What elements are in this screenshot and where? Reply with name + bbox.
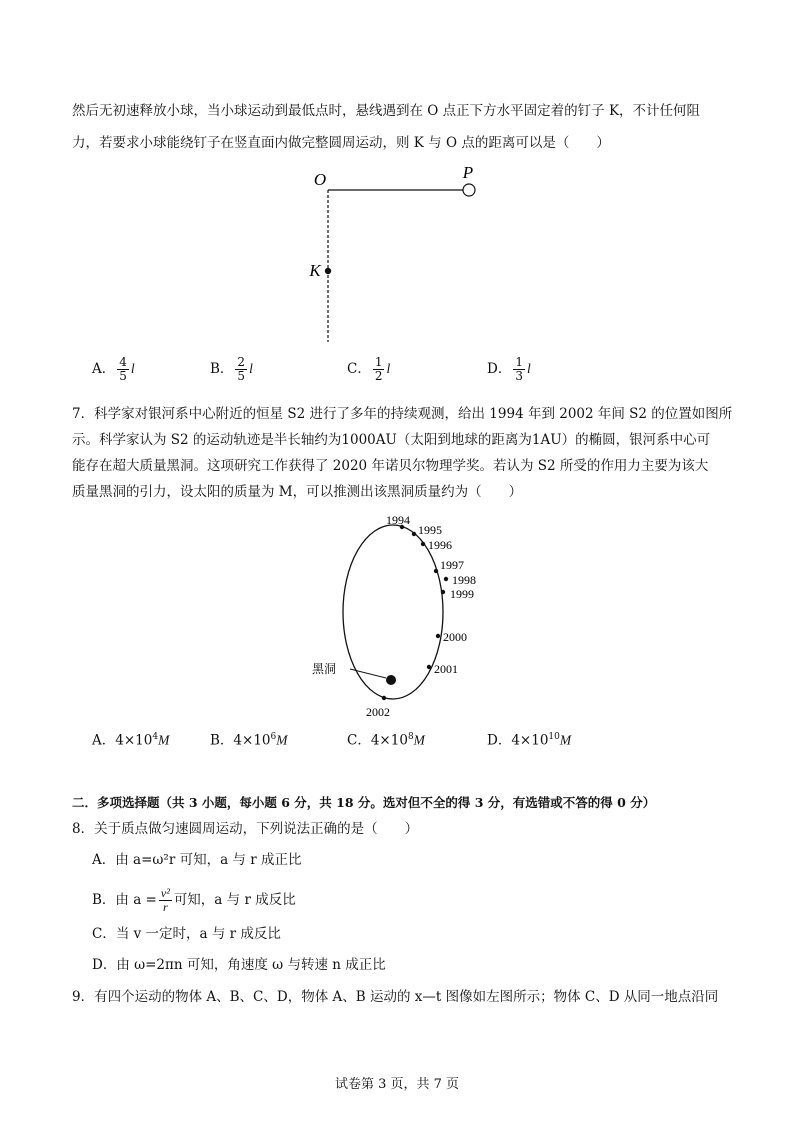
q6-option-b-num: 2: [237, 355, 246, 369]
q7-option-b-letter: B．: [210, 732, 234, 749]
q7-option-a[interactable]: [92, 727, 169, 751]
orbit-point-2001: [427, 665, 431, 669]
q6-option-d-letter: D．: [487, 361, 512, 377]
q6-option-d-var: l: [526, 361, 531, 376]
q6-line-1: 然后无初速释放小球，当小球运动到最低点时，悬线遇到在 O 点正下方水平固定着的钉子 K，不计任何阻: [72, 103, 701, 119]
q7-line-1: 7．科学家对银河系中心附近的恒星 S2 进行了多年的持续观测，给出 1994 年到 2002 年间 S2 的位置如图所: [72, 406, 733, 422]
q7-option-a-unit: M: [158, 732, 170, 748]
year-label-1999: 1999: [450, 587, 474, 601]
label-o: O: [313, 170, 327, 189]
q7-option-d[interactable]: [487, 727, 571, 751]
q7-option-a-base: 4×10: [115, 732, 153, 749]
q6-option-a-den: 5: [119, 369, 127, 383]
orbit-point-1996: [421, 542, 425, 546]
q8-option-b[interactable]: [92, 887, 296, 914]
year-label-1997: 1997: [440, 558, 464, 572]
q7-option-a-exp: 4: [152, 732, 159, 742]
q8-stem: 8．关于质点做匀速圆周运动，下列说法正确的是（ ）: [72, 821, 419, 837]
black-hole-label: 黑洞: [312, 662, 337, 676]
q6-option-a-var: l: [130, 361, 135, 376]
q6-line-2: 力，若要求小球能绕钉子在竖直面内做完整圆周运动，则 K 与 O 点的距离可以是（ ）: [72, 135, 610, 151]
q7-option-a-letter: A．: [92, 732, 116, 749]
nail-k: [325, 268, 331, 274]
q7-option-c-letter: C．: [347, 732, 371, 749]
q6-option-d[interactable]: [487, 356, 531, 383]
q6-option-c-var: l: [386, 361, 391, 376]
q7-option-c-exp: 8: [407, 732, 414, 742]
q6-option-a-num: 4: [119, 355, 127, 369]
q6-option-d-num: 1: [515, 355, 523, 369]
q6-option-b[interactable]: [210, 356, 253, 383]
q7-option-b-unit: M: [276, 732, 288, 748]
q8-option-d[interactable]: D．由 ω=2πn 可知，角速度 ω 与转速 n 成正比: [92, 957, 386, 973]
q7-option-d-exp: 10: [548, 732, 560, 742]
year-label-2002: 2002: [366, 705, 390, 719]
q8-option-b-suffix: 可知，a 与 r 成反比: [173, 892, 296, 908]
year-label-1998: 1998: [452, 573, 476, 587]
orbit-point-2000: [436, 634, 440, 638]
q8-option-b-prefix: B．由 a =: [92, 892, 157, 908]
q7-option-d-base: 4×10: [511, 732, 549, 749]
label-p: P: [462, 163, 474, 182]
q7-option-d-letter: D．: [487, 732, 512, 749]
black-hole-dot: [386, 675, 396, 685]
q7-option-b[interactable]: [210, 727, 288, 751]
q7-option-d-unit: M: [559, 732, 572, 748]
q7-line-2: 示。科学家认为 S2 的运动轨迹是半长轴约为1000AU（太阳到地球的距离为1AU）的椭圆，银河系中心可: [72, 432, 711, 448]
q8-option-a[interactable]: A．由 a=ω²r 可知，a 与 r 成正比: [92, 852, 302, 868]
year-label-1994: 1994: [386, 513, 410, 527]
section-2-heading: 二．多项选择题（共 3 小题，每小题 6 分，共 18 分。选对但不全的得 3 分，有选错或不答的得 0 分）: [72, 795, 656, 810]
q6-option-c[interactable]: [347, 356, 390, 383]
label-k: K: [309, 261, 321, 280]
orbit-figure: [300, 508, 500, 723]
q6-option-d-den: 3: [515, 369, 523, 383]
q6-option-a[interactable]: [92, 356, 135, 383]
orbit-point-1999: [441, 590, 445, 594]
pendulum-figure: [300, 160, 500, 350]
q7-line-4: 质量黑洞的引力，设太阳的质量为 M，可以推测出该黑洞质量约为（ ）: [72, 484, 523, 500]
orbit-point-1998: [444, 577, 448, 581]
q6-option-b-var: l: [249, 361, 253, 376]
ball-p: [463, 184, 475, 196]
q6-option-c-letter: C．: [347, 361, 371, 377]
q8-option-c[interactable]: C．当 v 一定时，a 与 r 成反比: [92, 926, 281, 942]
q9-line-1: 9．有四个运动的物体 A、B、C、D，物体 A、B 运动的 x—t 图像如左图所示；物体 C、D 从同一地点沿同: [72, 989, 719, 1005]
q7-option-c-unit: M: [413, 732, 425, 748]
q7-option-c[interactable]: [347, 727, 425, 751]
q7-option-b-exp: 6: [270, 732, 277, 742]
orbit-point-2002: [382, 696, 386, 700]
orbit-point-1995: [412, 532, 416, 536]
year-label-2000: 2000: [443, 630, 467, 644]
year-label-2001: 2001: [434, 662, 458, 676]
q8-option-b-num: v²: [160, 886, 170, 900]
q6-option-a-letter: A．: [92, 361, 116, 377]
black-hole-pointer: [350, 669, 386, 678]
orbit-point-1997: [434, 569, 438, 573]
q6-option-b-den: 5: [237, 369, 246, 383]
q6-option-b-letter: B．: [210, 361, 234, 377]
q7-option-c-base: 4×10: [370, 732, 408, 749]
year-label-1995: 1995: [418, 523, 442, 537]
q7-option-b-base: 4×10: [233, 732, 271, 749]
q6-option-c-num: 1: [374, 355, 383, 369]
q6-option-c-den: 2: [374, 369, 383, 383]
q7-line-3: 能存在超大质量黑洞。这项研究工作获得了 2020 年诺贝尔物理学奖。若认为 S2 所受的作用力主要为该大: [72, 458, 709, 474]
year-label-1996: 1996: [428, 538, 452, 552]
page-footer: 试卷第 3 页，共 7 页: [334, 1077, 460, 1092]
q8-option-b-den: r: [163, 900, 168, 914]
